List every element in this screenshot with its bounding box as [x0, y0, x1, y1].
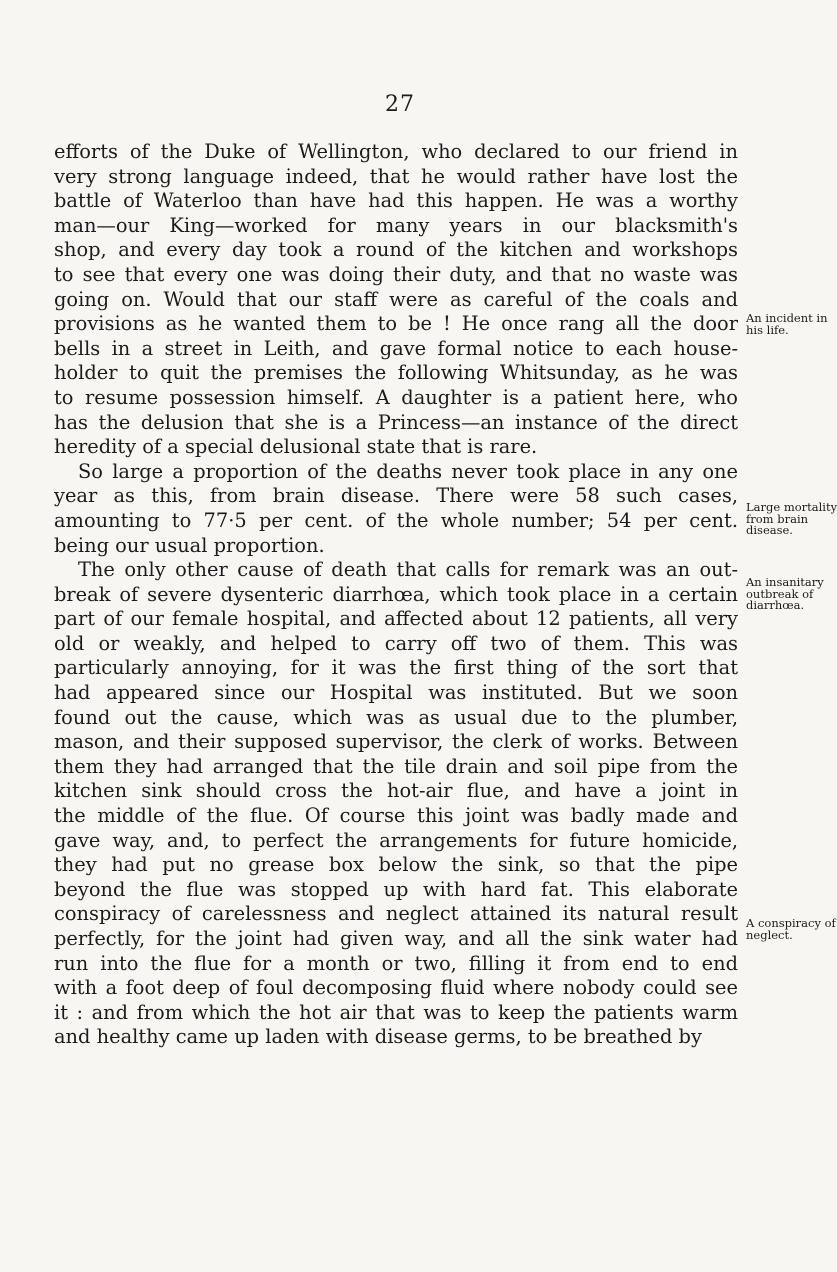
text-line: it : and from which the hot air that was to keep the patients warm [54, 1000, 738, 1024]
side-note-line: outbreak of [746, 586, 814, 601]
text-line: particularly annoying, for it was the first thing of the sort that [54, 656, 738, 680]
text-line: holder to quit the premises the following Whitsunday, as he was [54, 361, 738, 385]
body-text [54, 140, 738, 1050]
side-note-line: neglect. [746, 927, 793, 942]
side-note-incident [746, 311, 828, 337]
text-line: beyond the flue was stopped up with hard fat. This elaborate [54, 877, 738, 901]
text-line: run into the flue for a month or two, filling it from end to end [54, 951, 738, 975]
page-number: 27 [385, 92, 415, 117]
text-line: conspiracy of carelessness and neglect attained its natural result [54, 902, 738, 926]
text-line: perfectly, for the joint had given way, and all the sink water had [54, 927, 738, 950]
text-line: gave way, and, to perfect the arrangements for future homicide, [54, 828, 738, 852]
text-line: provisions as he wanted them to be ! He once rang all the door [54, 312, 738, 336]
side-note-mortality [746, 500, 837, 537]
side-note-outbreak [746, 575, 824, 612]
text-line: kitchen sink should cross the hot-air flue, and have a joint in [54, 779, 738, 803]
side-note-line: A conspiracy of [746, 916, 836, 930]
text-line: heredity of a special delusional state that is rare. [54, 435, 538, 459]
text-line: mason, and their supposed supervisor, the clerk of works. Between [54, 730, 738, 754]
text-line: the middle of the flue. Of course this joint was badly made and [54, 804, 738, 828]
side-note-line: from brain [746, 511, 809, 526]
side-note-line: diarrhœa. [746, 598, 805, 612]
paragraph-start-line: So large a proportion of the deaths never took place in any one [78, 459, 738, 483]
text-line: to see that every one was doing their duty, and that no waste was [54, 262, 738, 286]
side-note-line: An incident in [746, 311, 828, 325]
side-note-line: disease. [746, 523, 793, 537]
text-line: with a foot deep of foul decomposing fluid where nobody could see [54, 976, 738, 1000]
text-line: amounting to 77·5 per cent. of the whole number; 54 per cent. [54, 508, 738, 532]
text-line: break of severe dysenteric diarrhœa, which took place in a certain [54, 582, 738, 606]
text-line: battle of Waterloo than have had this happen. He was a worthy [54, 189, 738, 213]
text-line: and healthy came up laden with disease germs, to be breathed by [54, 1025, 702, 1049]
text-line: going on. Would that our staff were as careful of the coals and [54, 287, 738, 311]
text-line: bells in a street in Leith, and gave formal notice to each house- [54, 336, 738, 360]
text-line: year as this, from brain disease. There were 58 such cases, [54, 484, 738, 508]
text-line: being our usual proportion. [54, 533, 325, 557]
text-line: them they had arranged that the tile drain and soil pipe from the [54, 754, 738, 778]
text-line: efforts of the Duke of Wellington, who declared to our friend in [54, 140, 738, 163]
text-line: shop, and every day took a round of the kitchen and workshops [54, 238, 738, 262]
text-line: found out the cause, which was as usual due to the plumber, [54, 705, 738, 729]
text-line: old or weakly, and helped to carry off two of them. This was [54, 631, 738, 655]
text-line: they had put no grease box below the sink, so that the pipe [54, 853, 738, 877]
text-line: part of our female hospital, and affected about 12 patients, all very [54, 607, 738, 631]
side-note-line: his life. [746, 322, 789, 337]
text-line: very strong language indeed, that he would rather have lost the [54, 164, 738, 188]
text-line: to resume possession himself. A daughter is a patient here, who [54, 385, 738, 409]
side-note-conspiracy [746, 916, 836, 942]
side-note-line: An insanitary [746, 575, 824, 589]
text-line: had appeared since our Hospital was instituted. But we soon [54, 681, 738, 705]
paragraph-start-line: The only other cause of death that calls for remark was an out- [78, 558, 738, 582]
text-line: has the delusion that she is a Princess—an instance of the direct [54, 410, 738, 434]
side-note-line: Large mortality [746, 500, 837, 514]
text-line: man—our King—worked for many years in our blacksmith's [54, 213, 738, 237]
